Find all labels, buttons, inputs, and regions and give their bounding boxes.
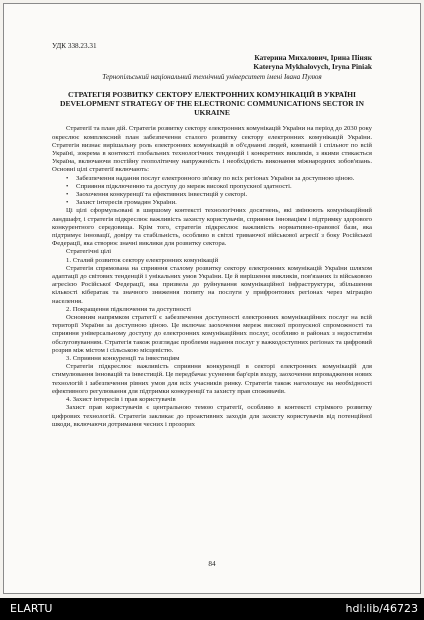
page-content	[52, 42, 372, 429]
paragraph-context: Ці цілі сформульовані в ширшому контексті технологічних досягнень, які змінюють комунікаційний ландшафт, і стратегія підкреслює важливість захисту користувачів, сприяння інноваціям і підтримку здорового конкурентного середовища. Крім того, стратегія підкреслює важливість нормативно-правової бази, яка підтримує інновації, довіру та стабільність, особливо в світлі триваючої військової агресії з боку Російської Федерації, яка створює значні виклики для розвитку сектора.	[52, 207, 372, 248]
affiliation: Тернопільський національний технічний університет імені Івана Пулюя	[102, 73, 322, 81]
heading-goal-2: 2. Покращення підключення та доступності	[66, 305, 191, 313]
authors-ukrainian: Катерина Михалович, Ірина Піняк	[254, 53, 372, 62]
repository-name: ELARTU	[10, 602, 53, 615]
list-item: • Сприяння підключенню та доступу до мереж високої пропускної здатності.	[52, 183, 372, 191]
heading-goal-3: 3. Сприяння конкуренції та інвестиціям	[66, 355, 180, 363]
list-item: • Захист інтересів громадян України.	[52, 199, 372, 207]
list-item: • Заохочення конкуренції та ефективних інвестицій у секторі.	[52, 191, 372, 199]
page-number: 84	[208, 560, 216, 568]
authors-english: Kateryna Mykhalovych, Iryna Piniak	[253, 62, 372, 71]
document-page	[3, 3, 421, 594]
title-ukrainian: СТРАТЕГІЯ РОЗВИТКУ СЕКТОРУ ЕЛЕКТРОННИХ КОМУНІКАЦІЙ В УКРАЇНІ	[68, 90, 356, 99]
paragraph-goal-1: Стратегія спрямована на сприяння сталому розвитку сектору електронних комунікацій України шляхом адаптації до світових тенденцій і унікальних умов України. Це й вирішення викликів, пов'язаних із військовою агресією Російської Федерації, яка призвела до руйнування комунікаційної інфраструктури, збільшення кількості кібератак та значного зниження попиту на послуги у прифронтових регіонах через міграцію населення.	[52, 264, 372, 305]
udk-code: УДК 338.23.31	[52, 42, 97, 50]
heading-strategic-goals: Стратегічні цілі	[66, 248, 112, 256]
paragraph-goal-3: Стратегія підкреслює важливість сприяння конкуренції в секторі електронних комунікацій для стимулювання інновацій та інвестицій. Це передбачає усунення бар'єрів входу, заохочення впровадження нових технологій і забезпечення рівних умов для всіх учасників ринку. Стратегія також наголошує на необхідності ефективного регулювання для підтримки конкуренції та захисту прав споживачів.	[52, 363, 372, 395]
handle-id: hdl:lib/46723	[345, 602, 418, 615]
paragraph-goal-4: Захист прав користувачів є центральною темою стратегії, особливо в контексті стрімкого розвитку цифрових технологій. Стратегія закликає до проактивних заходів для захисту користувачів від потенційної шкоди, включаючи дотримання чесних і прозорих	[52, 404, 372, 428]
repository-footer	[0, 598, 424, 620]
heading-goal-1: 1. Сталий розвиток сектору електронних комунікацій	[66, 256, 219, 264]
list-item: • Забезпечення надання послуг електронного зв'язку по всіх регіонах України за доступною ціною.	[52, 175, 372, 183]
heading-goal-4: 4. Захист інтересів і прав користувачів	[66, 396, 176, 404]
goals-list	[52, 175, 372, 208]
paragraph-intro: Стратегії та план дій. Стратегія розвитку сектору електронних комунікацій України на період до 2030 року окреслює комплексний план забезпечення сталого розвитку сектору електронних комунікацій України. Стратегія визнає вирішальну роль електронних комунікацій в об'єднанні людей, компаній і спільнот по всій Україні, зокрема в контексті глобальних технологічних тенденцій і конкретних викликів, з якими стикається Україна, включаючи постійну геополітичну напруженість і необхідність виконання міжнародних зобов'язань. Основні цілі стратегії включають:	[52, 125, 372, 174]
paragraph-goal-2: Основним напрямком стратегії є забезпечення доступності електронних комунікаційних послуг на всій території України за доступною ціною. Це включає заохочення мереж високої пропускної спроможності та сприяння універсальному доступу до електронних комунікаційних послуг, особливо в районах з недостатнім обслуговуванням. Стратегія також розглядає проблеми надання послуг у важкодоступних регіонах та цифровий розрив між містом і сільською місцевістю.	[52, 314, 372, 354]
title-english: DEVELOPMENT STRATEGY OF THE ELECTRONIC COMMUNICATIONS SECTOR IN UKRAINE	[59, 98, 364, 117]
